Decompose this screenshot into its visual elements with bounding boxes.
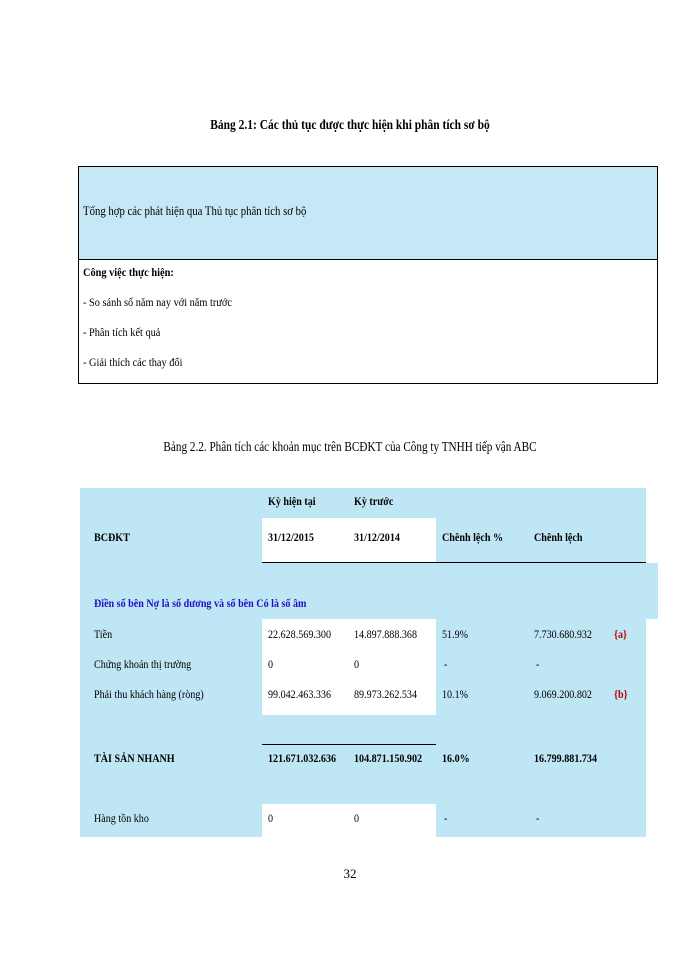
- table2-caption: Bảng 2.2. Phân tích các khoản mục trên BCĐKT của Công ty TNHH tiếp vận ABC: [163, 440, 537, 455]
- total-previous: 104.871.150.902: [354, 751, 423, 765]
- col-previous-label: Kỳ trước: [354, 494, 394, 508]
- row-diff: 9.069.200.802: [534, 687, 592, 701]
- total-rule: [262, 744, 436, 745]
- row-label: Chứng khoán thị trường: [94, 657, 192, 671]
- work-item-1: - So sánh số năm nay với năm trước: [83, 295, 232, 309]
- row-pct: 10.1%: [442, 687, 469, 701]
- row-previous: 14.897.888.368: [354, 627, 417, 641]
- row-label: Phải thu khách hàng (ròng): [94, 687, 204, 701]
- table1-box: [78, 166, 658, 384]
- table1-header-text: Tổng hợp các phát hiện qua Thủ tục phân tích sơ bộ: [83, 204, 307, 218]
- inventory-current: 0: [268, 811, 274, 825]
- inventory-pct: -: [444, 811, 448, 825]
- page-number: 32: [343, 866, 357, 881]
- inventory-values-bg: [262, 804, 436, 837]
- row-current: 22.628.569.300: [268, 627, 331, 641]
- col-diff-label: Chênh lệch: [534, 530, 583, 544]
- date-previous: 31/12/2014: [354, 530, 400, 544]
- row-diff: -: [536, 657, 540, 671]
- row-label-bcdkt: BCĐKT: [94, 530, 130, 544]
- row-mark: {a}: [614, 627, 627, 641]
- row-pct: 51.9%: [442, 627, 469, 641]
- inventory-diff: -: [536, 811, 540, 825]
- col-pct-label: Chênh lệch %: [442, 530, 504, 544]
- row-previous: 0: [354, 657, 360, 671]
- row-pct: -: [444, 657, 448, 671]
- row-mark: {b}: [614, 687, 628, 701]
- table1-caption: Bảng 2.1: Các thủ tục được thực hiện khi phân tích sơ bộ: [210, 118, 490, 133]
- sign-note: Điền số bên Nợ là số dương và số bên Có là số âm: [94, 596, 307, 610]
- row-current: 99.042.463.336: [268, 687, 331, 701]
- date-current: 31/12/2015: [268, 530, 314, 544]
- inventory-label: Hàng tồn kho: [94, 811, 149, 825]
- work-title: Công việc thực hiện:: [83, 265, 174, 279]
- total-pct: 16.0%: [442, 751, 470, 765]
- header-rule: [262, 562, 646, 563]
- row-label: Tiền: [94, 627, 113, 641]
- work-item-3: - Giải thích các thay đổi: [83, 355, 183, 369]
- row-diff: 7.730.680.932: [534, 627, 592, 641]
- total-label: TÀI SẢN NHANH: [94, 751, 175, 765]
- row-current: 0: [268, 657, 274, 671]
- inventory-previous: 0: [354, 811, 360, 825]
- total-diff: 16.799.881.734: [534, 751, 597, 765]
- row-previous: 89.973.262.534: [354, 687, 417, 701]
- work-item-2: - Phân tích kết quả: [83, 325, 161, 339]
- col-current-label: Kỳ hiện tại: [268, 494, 316, 508]
- total-current: 121.671.032.636: [268, 751, 337, 765]
